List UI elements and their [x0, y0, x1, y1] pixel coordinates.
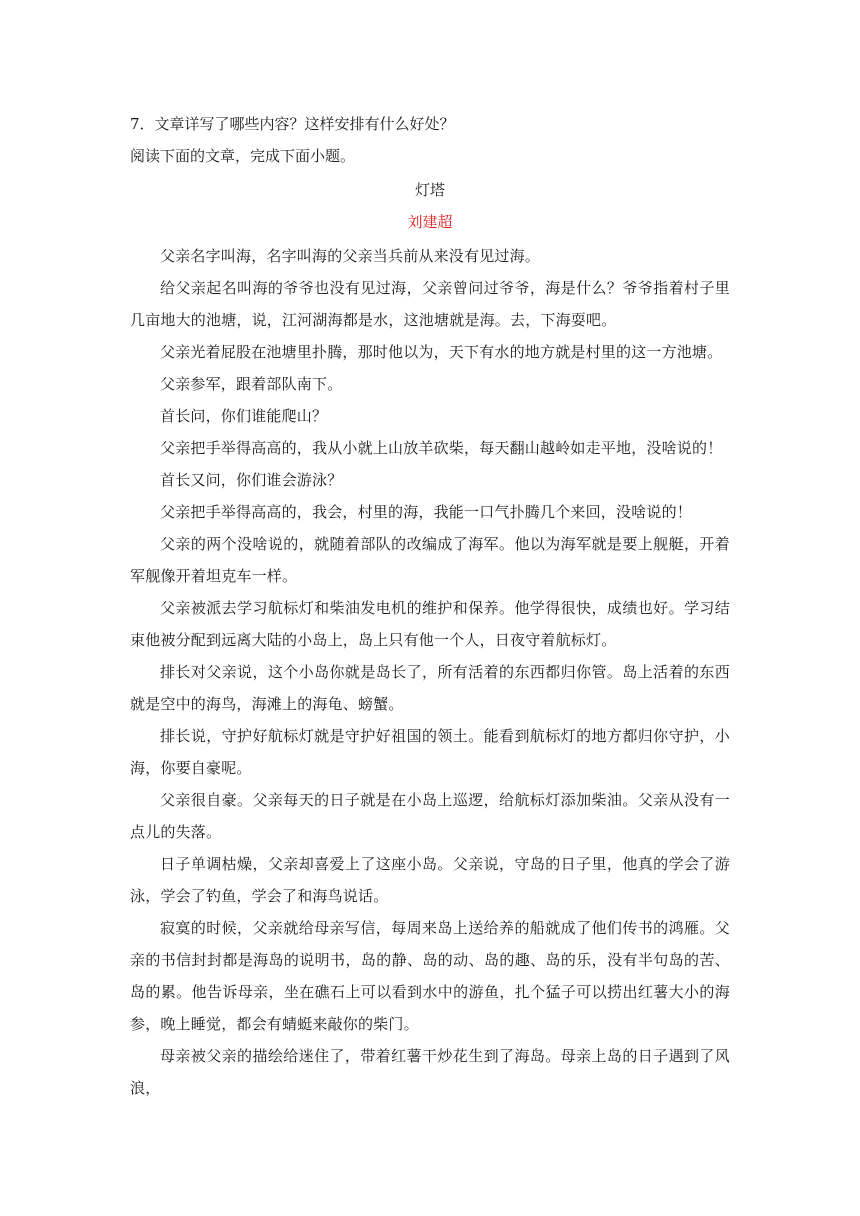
paragraph: 排长对父亲说，这个小岛你就是岛长了，所有活着的东西都归你管。岛上活着的东西就是空中的海鸟，海滩上的海龟、螃蟹。 [130, 663, 730, 713]
instruction-text: 阅读下面的文章，完成下面小题。 [130, 147, 356, 165]
question-text: 7．文章详写了哪些内容？这样安排有什么好处？ [130, 115, 455, 133]
paragraph: 父亲被派去学习航标灯和柴油发电机的维护和保养。他学得很快，成绩也好。学习结束他被分配到远离大陆的小岛上，岛上只有他一个人，日夜守着航标灯。 [130, 599, 730, 649]
paragraph: 父亲把手举得高高的，我会，村里的海，我能一口气扑腾几个来回，没啥说的！ [160, 503, 693, 521]
article-author: 刘建超 [407, 213, 453, 231]
document-page [130, 108, 730, 1104]
paragraph: 寂寞的时候，父亲就给母亲写信，每周来岛上送给养的船就成了他们传书的鸿雁。父亲的书信封封都是海岛的说明书，岛的静、岛的动、岛的趣、岛的乐，没有半句岛的苦、岛的累。他告诉母亲，坐在礁石上可以看到水中的游鱼，扎个猛子可以捞出红薯大小的海参，晚上睡觉，都会有蜻蜓来敲你的柴门。 [130, 919, 730, 1033]
paragraph: 父亲参军，跟着部队南下。 [160, 375, 343, 393]
article-title: 灯塔 [414, 181, 445, 199]
paragraph: 父亲很自豪。父亲每天的日子就是在小岛上巡逻，给航标灯添加柴油。父亲从没有一点儿的失落。 [130, 791, 730, 841]
paragraph: 父亲光着屁股在池塘里扑腾，那时他以为，天下有水的地方就是村里的这一方池塘。 [160, 343, 723, 361]
paragraph: 首长又问，你们谁会游泳？ [160, 471, 343, 489]
paragraph: 父亲把手举得高高的，我从小就上山放羊砍柴，每天翻山越岭如走平地，没啥说的！ [160, 439, 723, 457]
paragraph: 父亲的两个没啥说的，就随着部队的改编成了海军。他以为海军就是要上舰艇，开着军舰像开着坦克车一样。 [130, 535, 730, 585]
paragraph: 母亲被父亲的描绘给迷住了，带着红薯干炒花生到了海岛。母亲上岛的日子遇到了风浪， [130, 1047, 730, 1097]
paragraph: 首长问，你们谁能爬山？ [160, 407, 328, 425]
paragraph: 父亲名字叫海，名字叫海的父亲当兵前从来没有见过海。 [160, 247, 541, 265]
paragraph: 排长说，守护好航标灯就是守护好祖国的领土。能看到航标灯的地方都归你守护，小海，你要自豪呢。 [130, 727, 730, 777]
paragraph: 日子单调枯燥，父亲却喜爱上了这座小岛。父亲说，守岛的日子里，他真的学会了游泳，学会了钓鱼，学会了和海鸟说话。 [130, 855, 730, 905]
paragraph: 给父亲起名叫海的爷爷也没有见过海，父亲曾问过爷爷，海是什么？爷爷指着村子里几亩地大的池塘，说，江河湖海都是水，这池塘就是海。去，下海耍吧。 [130, 279, 730, 329]
article-body [130, 240, 730, 1104]
